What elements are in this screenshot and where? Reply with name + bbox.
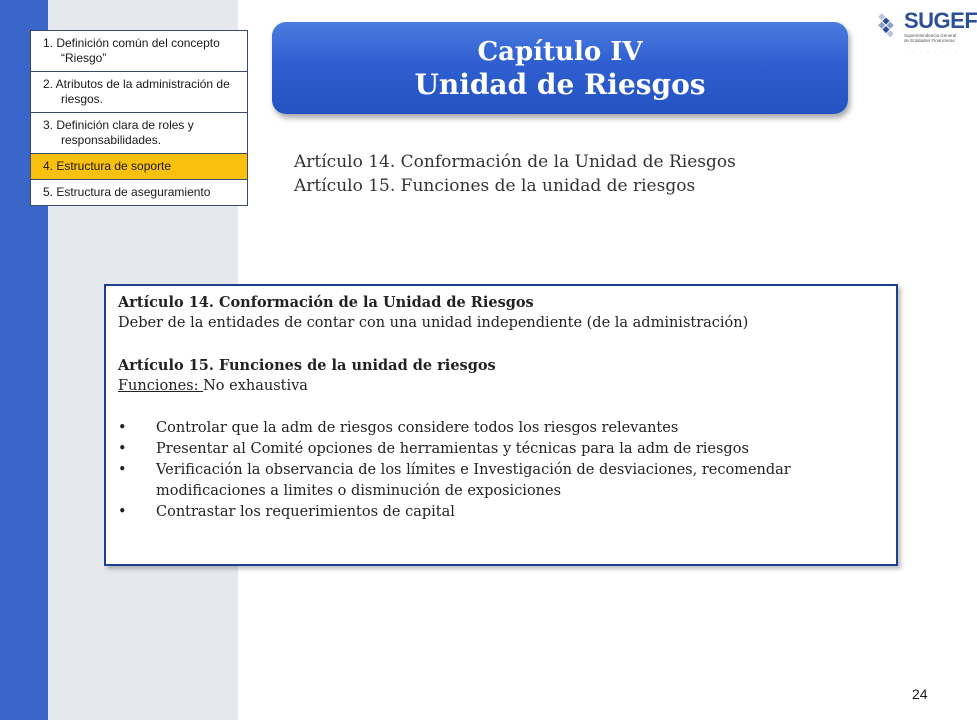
- spacer: [118, 397, 884, 418]
- content-box: [104, 284, 898, 566]
- page-number: 24: [912, 686, 928, 702]
- logo-subtitle: Superintendencia General de Entidades Financieras: [904, 33, 957, 43]
- article-subheads: [294, 150, 736, 198]
- subhead-art15: Artículo 15. Funciones de la unidad de riesgos: [294, 176, 696, 196]
- art14-body: Deber de la entidades de contar con una unidad independiente (de la administración): [118, 315, 749, 331]
- art15-title: Artículo 15. Funciones de la unidad de riesgos: [118, 357, 496, 374]
- nav-item-estructura-soporte[interactable]: 4. Estructura de soporte: [31, 154, 247, 180]
- funciones-line: [118, 376, 884, 397]
- list-item: • Controlar que la adm de riesgos considere todos los riesgos relevantes: [118, 418, 884, 439]
- logo-dots: · · · · · · · ·: [906, 50, 960, 56]
- list-item: • Presentar al Comité opciones de herramientas y técnicas para la adm de riesgos: [118, 439, 884, 460]
- bullet-icon: •: [118, 504, 127, 520]
- subhead-art14: Artículo 14. Conformación de la Unidad de Riesgos: [294, 152, 736, 172]
- nav-item-roles[interactable]: 3. Definición clara de roles y responsabilidades.: [31, 113, 247, 154]
- agenda-nav: [30, 30, 248, 206]
- funciones-label: Funciones:: [118, 378, 204, 394]
- bullet-icon: •: [118, 441, 127, 457]
- art14-title: Artículo 14. Conformación de la Unidad de Riesgos: [118, 294, 534, 311]
- chapter-title: Capítulo IV: [477, 37, 643, 67]
- spacer: [118, 334, 884, 355]
- nav-item-definicion[interactable]: 1. Definición común del concepto “Riesgo”: [31, 31, 247, 72]
- title-banner: [272, 22, 848, 114]
- list-item: • Verificación la observancia de los límites e Investigación de desviaciones, recomendar modificaciones a limites o disminución de exposiciones: [118, 462, 791, 499]
- bullet-list: [118, 418, 884, 523]
- nav-item-aseguramiento[interactable]: 5. Estructura de aseguramiento: [43, 185, 211, 199]
- bullet-icon: •: [118, 462, 127, 478]
- nav-item-atributos[interactable]: 2. Atributos de la administración de riesgos.: [31, 72, 247, 113]
- chapter-subtitle: Unidad de Riesgos: [414, 68, 706, 101]
- bullet-icon: •: [118, 420, 127, 436]
- logo-text: SUGEF: [904, 8, 977, 33]
- list-item: • Contrastar los requerimientos de capital: [118, 502, 884, 523]
- funciones-value: No exhaustiva: [203, 378, 308, 394]
